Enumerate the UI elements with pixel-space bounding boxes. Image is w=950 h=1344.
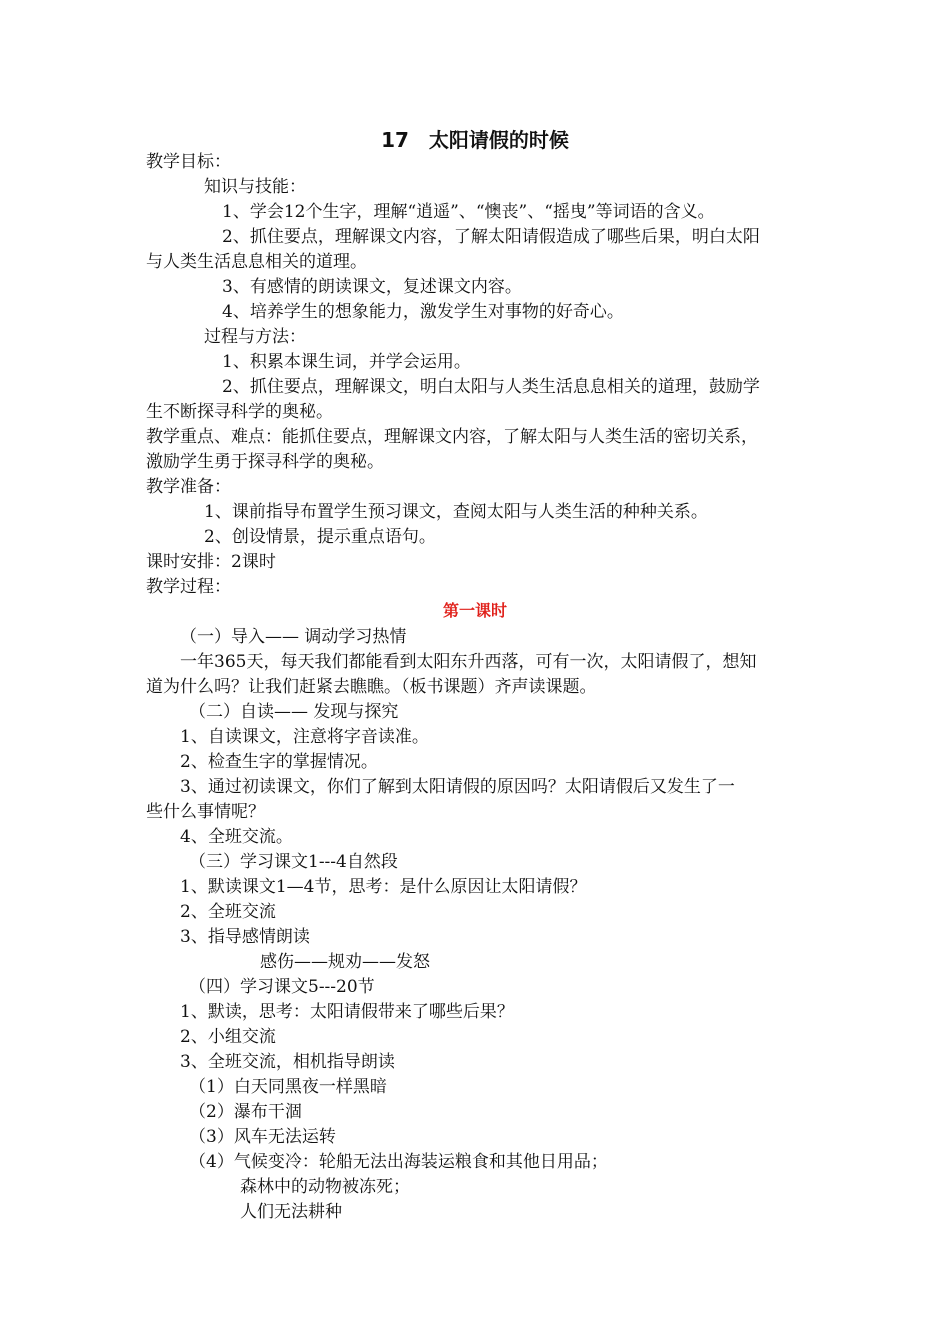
step-4-item-2: 2、小组交流 — [180, 1027, 276, 1047]
prep-heading: 教学准备： — [146, 477, 231, 497]
result-4: （4）气候变冷：轮船无法出海装运粮食和其他日用品； — [189, 1152, 608, 1172]
step-4-item-1: 1、默读，思考：太阳请假带来了哪些后果？ — [180, 1002, 514, 1022]
objectives-heading: 教学目标： — [146, 152, 231, 172]
process-item-2-cont: 生不断探寻科学的奥秘。 — [146, 402, 333, 422]
prep-item-2: 2、创设情景，提示重点语句。 — [204, 527, 436, 547]
knowledge-item-2-cont: 与人类生活息息相关的道理。 — [146, 252, 367, 272]
step-1-heading: （一）导入—— 调动学习热情 — [180, 627, 407, 647]
result-1: （1）白天同黑夜一样黑暗 — [189, 1077, 387, 1097]
step-2-heading: （二）自读—— 发现与探究 — [189, 702, 399, 722]
result-4-cont-2: 人们无法耕种 — [240, 1202, 342, 1222]
knowledge-item-4: 4、培养学生的想象能力，激发学生对事物的好奇心。 — [222, 302, 624, 322]
result-2: （2）瀑布干涸 — [189, 1102, 302, 1122]
step-2-item-3-cont: 些什么事情呢？ — [146, 802, 265, 822]
step-3-emotion: 感伤——规劝——发怒 — [260, 952, 430, 972]
step-2-item-2: 2、检查生字的掌握情况。 — [180, 752, 378, 772]
result-4-cont-1: 森林中的动物被冻死； — [240, 1177, 410, 1197]
page-title: 17 太阳请假的时候 — [381, 128, 569, 152]
step-3-item-3: 3、指导感情朗读 — [180, 927, 310, 947]
process-title: 教学过程： — [146, 577, 231, 597]
step-4-item-3: 3、全班交流，相机指导朗读 — [180, 1052, 395, 1072]
step-2-item-1: 1、自读课文，注意将字音读准。 — [180, 727, 429, 747]
process-item-2: 2、抓住要点，理解课文，明白太阳与人类生活息息相关的道理，鼓励学 — [222, 377, 760, 397]
process-heading: 过程与方法： — [204, 327, 306, 347]
schedule: 课时安排：2课时 — [146, 552, 276, 572]
step-2-item-4: 4、全班交流。 — [180, 827, 293, 847]
key-points: 教学重点、难点：能抓住要点，理解课文内容，了解太阳与人类生活的密切关系， — [146, 427, 758, 447]
result-3: （3）风车无法运转 — [189, 1127, 336, 1147]
step-2-item-3: 3、通过初读课文，你们了解到太阳请假的原因吗？太阳请假后又发生了一 — [180, 777, 735, 797]
knowledge-item-1: 1、学会12个生字，理解“逍遥”、“懊丧”、“摇曳”等词语的含义。 — [222, 202, 715, 222]
step-1-text: 一年365天，每天我们都能看到太阳东升西落，可有一次，太阳请假了，想知 — [180, 652, 757, 672]
step-3-heading: （三）学习课文1---4自然段 — [189, 852, 398, 872]
key-points-cont: 激励学生勇于探寻科学的奥秘。 — [146, 452, 384, 472]
process-item-1: 1、积累本课生词，并学会运用。 — [222, 352, 471, 372]
knowledge-item-3: 3、有感情的朗读课文，复述课文内容。 — [222, 277, 522, 297]
prep-item-1: 1、课前指导布置学生预习课文，查阅太阳与人类生活的种种关系。 — [204, 502, 708, 522]
knowledge-item-2: 2、抓住要点，理解课文内容，了解太阳请假造成了哪些后果，明白太阳 — [222, 227, 760, 247]
section-title: 第一课时 — [442, 601, 507, 620]
step-3-item-2: 2、全班交流 — [180, 902, 276, 922]
step-1-text-cont: 道为什么吗？让我们赶紧去瞧瞧。（板书课题）齐声读课题。 — [146, 677, 597, 697]
step-4-heading: （四）学习课文5---20节 — [189, 977, 375, 997]
knowledge-heading: 知识与技能： — [204, 177, 306, 197]
step-3-item-1: 1、默读课文1—4节，思考：是什么原因让太阳请假？ — [180, 877, 587, 897]
